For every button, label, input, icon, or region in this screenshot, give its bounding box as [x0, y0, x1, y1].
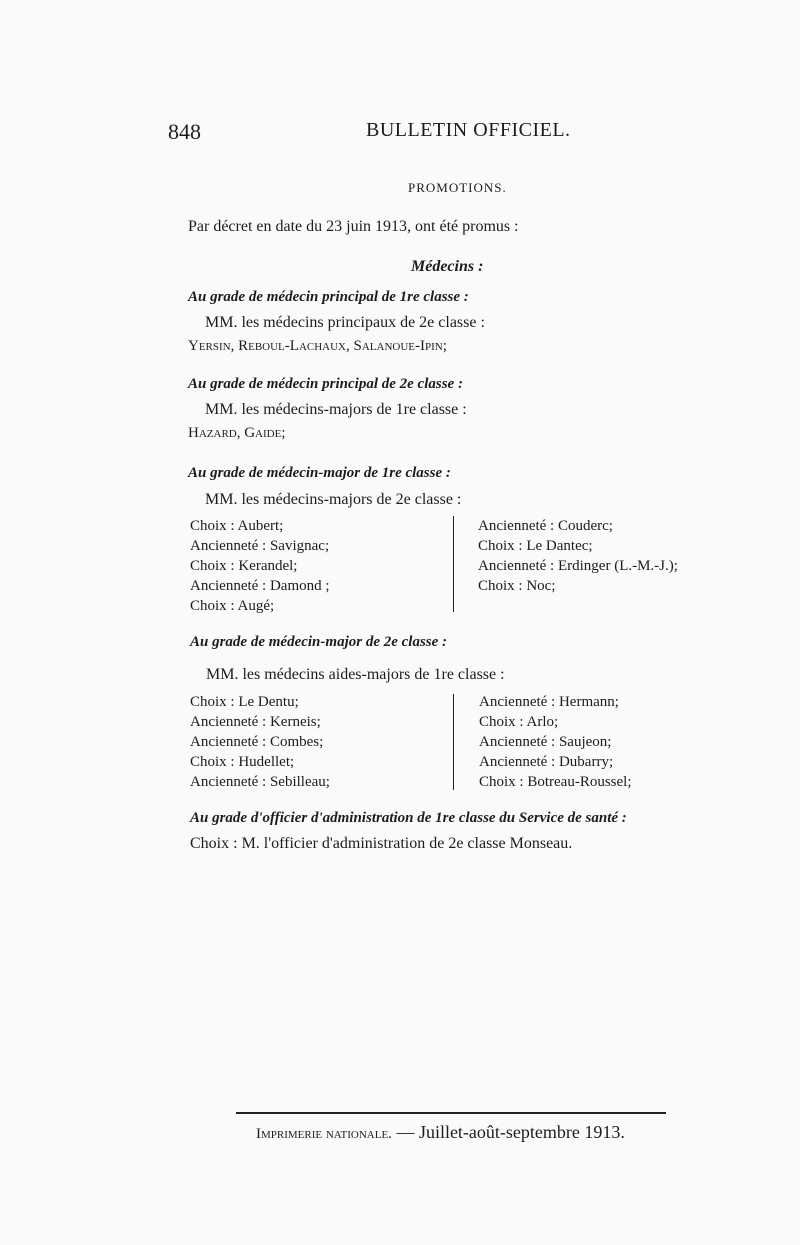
grade-heading-3: Au grade de médecin-major de 1re classe :: [188, 465, 451, 481]
print-date: — Juillet-août-septembre 1913.: [391, 1122, 625, 1142]
promotion-list-left-3: [190, 516, 330, 616]
printer-name: Imprimerie nationale.: [256, 1126, 392, 1142]
imprint-footer: [256, 1122, 625, 1143]
page-number: 848: [168, 119, 201, 144]
promotion-entry: Ancienneté : Savignac;: [190, 538, 330, 554]
grade-names-1: Yersin, Reboul-Lachaux, Salanoue-Ipin;: [188, 338, 447, 354]
promotion-entry: Choix : Arlo;: [479, 714, 559, 730]
grade-heading-4: Au grade de médecin-major de 2e classe :: [190, 634, 448, 650]
promotion-entry: Ancienneté : Erdinger (L.-M.-J.);: [478, 558, 678, 574]
promotion-entry: Choix : Le Dantec;: [478, 538, 593, 554]
promotion-entry: Ancienneté : Combes;: [190, 734, 324, 750]
promotion-entry: Choix : Kerandel;: [190, 558, 298, 574]
promotion-entry: Ancienneté : Damond ;: [190, 578, 330, 594]
promotion-list-right-4: [479, 692, 632, 792]
promotion-entry: Choix : Aubert;: [190, 518, 284, 534]
promotion-entry: Ancienneté : Kerneis;: [190, 714, 321, 730]
promotion-list-left-4: [190, 692, 330, 792]
promotion-entry: Ancienneté : Hermann;: [479, 694, 619, 710]
promotion-list-right-3: [478, 516, 678, 596]
grade-intro-3: MM. les médecins-majors de 2e classe :: [205, 491, 462, 508]
grade-line-5: Choix : M. l'officier d'administration de 2e classe Monseau.: [190, 835, 573, 852]
promotion-entry: Ancienneté : Couderc;: [478, 518, 613, 534]
column-divider: [453, 516, 454, 612]
grade-intro-2: MM. les médecins-majors de 1re classe :: [205, 401, 467, 418]
column-divider: [453, 694, 454, 790]
running-head: BULLETIN OFFICIEL.: [366, 119, 571, 141]
grade-heading-5: Au grade d'officier d'administration de 1re classe du Service de santé :: [190, 810, 627, 826]
promotion-entry: Ancienneté : Dubarry;: [479, 754, 614, 770]
decree-text: Par décret en date du 23 juin 1913, ont été promus :: [188, 218, 519, 235]
promotion-entry: Choix : Augé;: [190, 598, 275, 614]
grade-names-2: Hazard, Gaide;: [188, 425, 286, 441]
footer-rule: [236, 1112, 666, 1114]
grade-intro-1: MM. les médecins principaux de 2e classe :: [205, 314, 485, 331]
category-heading: Médecins :: [411, 258, 484, 275]
promotion-entry: Ancienneté : Saujeon;: [479, 734, 612, 750]
section-title: PROMOTIONS.: [408, 180, 507, 195]
promotion-entry: Choix : Hudellet;: [190, 754, 295, 770]
grade-intro-4: MM. les médecins aides-majors de 1re classe :: [206, 666, 505, 683]
promotion-entry: Choix : Botreau-Roussel;: [479, 774, 632, 790]
promotion-entry: Choix : Le Dentu;: [190, 694, 299, 710]
grade-heading-1: Au grade de médecin principal de 1re classe :: [188, 289, 469, 305]
grade-heading-2: Au grade de médecin principal de 2e classe :: [188, 376, 463, 392]
promotion-entry: Choix : Noc;: [478, 578, 556, 594]
promotion-entry: Ancienneté : Sebilleau;: [190, 774, 330, 790]
